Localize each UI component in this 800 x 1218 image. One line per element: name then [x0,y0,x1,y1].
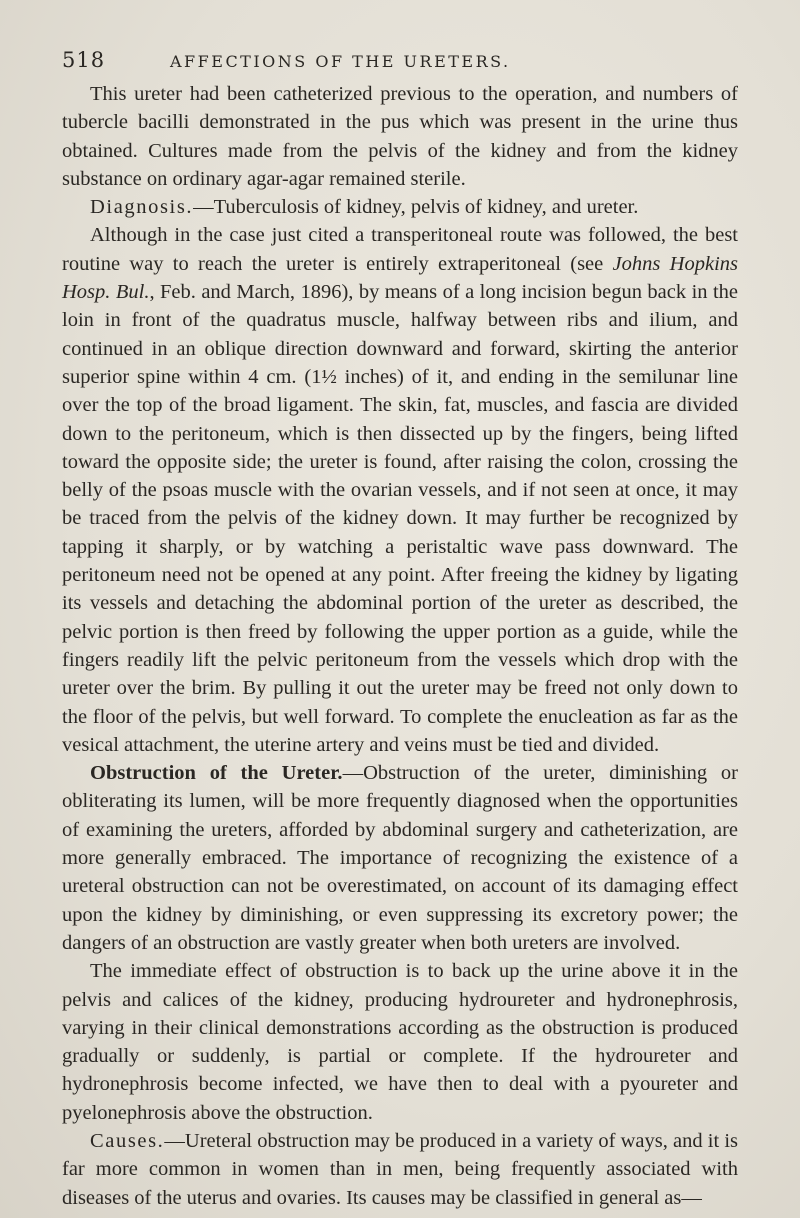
paragraph-text: —Tuberculosis of kidney, pelvis of kidney, and ureter. [193,196,639,219]
citation-italic: Johns Hopkins Hosp. Bul. [62,252,738,304]
paragraph-text-after: , Feb. and March, 1896), by means of a long incision begun back in the loin in front of the quadratus muscle, halfway between ribs and ilium, and continued in an oblique direction downward and forward, skirting the anterior superior spine within 4 cm. (1½ inches) of it, and ending in the semilunar line over the top of the broad ligament. The skin, fat, muscles, and fascia are divided down to the peritoneum, which is then dissected up by the fingers, being lifted toward the opposite side; the ureter is found, after raising the colon, crossing the belly of the psoas muscle with the ovarian vessels, and if not seen at once, it may be traced from the pelvis of the kidney down. It may further be recognized by tapping it sharply, or by watching a peristaltic wave pass downward. The peritoneum need not be opened at any point. After freeing the kidney by ligating its vessels and detaching the abdominal portion of the ureter as described, the pelvic portion is then freed by following the upper portion as a guide, while the fingers readily lift the pelvic peritoneum from the vessels which drop with the ureter over the brim. By pulling it out the ureter may be freed not only down to the floor of the pelvis, but well forward. To complete the enucleation as far as the vesical attachment, the uterine artery and veins must be tied and divided. [62,281,739,756]
paragraph-text: —Ureteral obstruction may be produced in a variety of ways, and it is far more common in women than in men, being frequently associated with diseases of the uterus and ovaries. Its causes may be classified in general as— [62,1129,738,1209]
paragraph-extraperitoneal-route [62,221,738,759]
paragraph-text: This ureter had been catheterized previous to the operation, and numbers of tubercle bacilli demonstrated in the pus which was present in the urine thus obtained. Cultures made from the pelvis of the kidney and from the kidney substance on ordinary agar-agar remained sterile. [62,83,738,190]
running-head: AFFECTIONS OF THE URETERS. [170,52,511,71]
page-header [62,48,742,78]
paragraph-diagnosis [62,193,738,221]
paragraph-case-report [62,80,738,193]
paragraph-immediate-effect [62,957,738,1127]
paragraph-text-before: Although in the case just cited a transperitoneal route was followed, the best routine way to reach the ureter is entirely extraperitoneal (see [62,224,738,275]
causes-heading: Causes. [90,1129,165,1152]
page-number: 518 [62,48,106,72]
diagnosis-heading: Diagnosis. [90,196,194,219]
paragraph-text: The immediate effect of obstruction is to back up the urine above it in the pelvis and calices of the kidney, producing hydroureter and hydronephrosis, varying in their clinical demonstrations according as the obstruction is produced gradually or suddenly, is partial or complete. If the hydroureter and hydronephrosis become infected, we have then to deal with a pyoureter and pyelonephrosis above the obstruction. [62,960,738,1124]
paragraph-obstruction [62,759,738,957]
paragraph-causes [62,1127,738,1212]
obstruction-heading: Obstruction of the Ureter. [90,762,343,785]
paragraph-text: —Obstruction of the ureter, diminishing or obliterating its lumen, will be more frequently diagnosed when the opportunities of examining the ureters, afforded by abdominal surgery and catheterization, are more generally embraced. The importance of recognizing the existence of a ureteral obstruction can not be overestimated, on account of its damaging effect upon the kidney by diminishing, or even suppressing its excretory power; the dangers of an obstruction are vastly greater when both ureters are involved. [62,762,738,954]
body-text [62,80,738,1212]
